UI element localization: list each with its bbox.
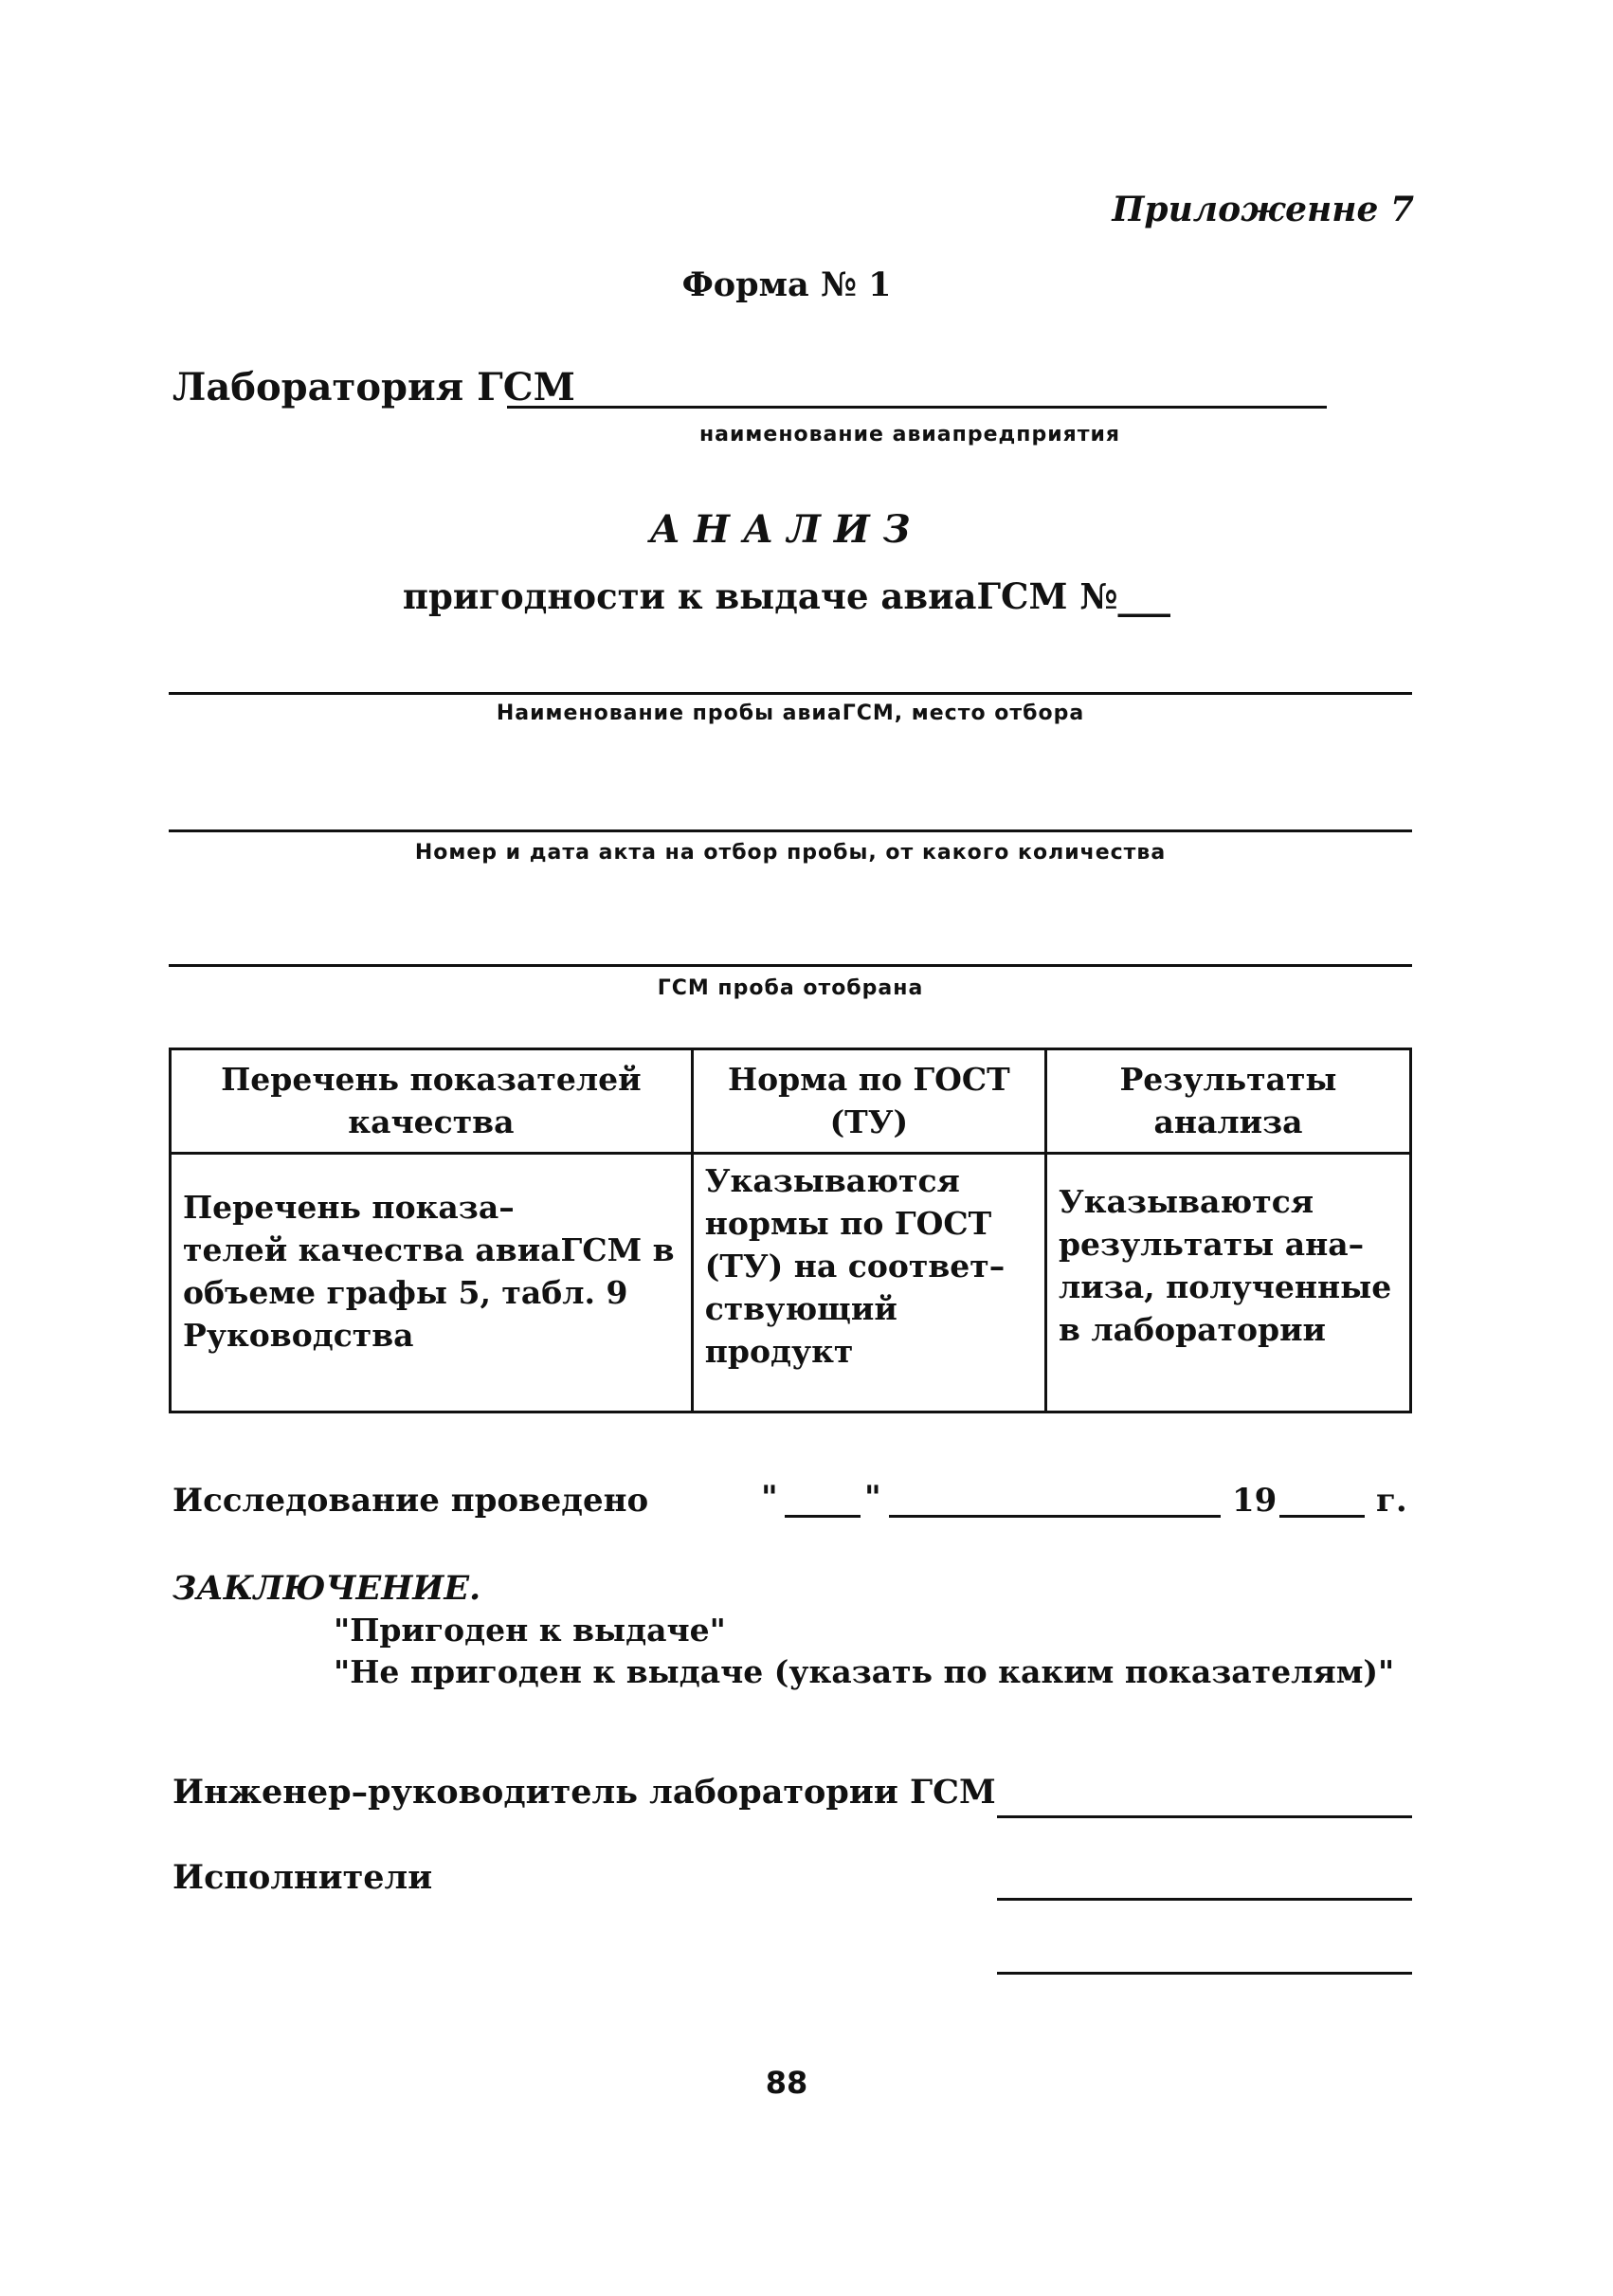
act-number-line[interactable]: [169, 829, 1412, 832]
doc-subtitle: пригодности к выдаче авиаГСМ №___: [402, 575, 1171, 617]
sample-name-line[interactable]: [169, 692, 1412, 695]
header-indicators-text: Перечень показателей качества: [221, 1060, 642, 1140]
lab-caption: наименование авиапредприятия: [698, 423, 1121, 446]
engineer-label: Инженер–руководитель лаборатории ГСМ: [172, 1773, 996, 1812]
cell-results: [1045, 1154, 1410, 1412]
doc-title: АНАЛИЗ: [649, 507, 924, 552]
day-line[interactable]: [785, 1515, 861, 1518]
year-line[interactable]: [1279, 1515, 1365, 1518]
page-number: 88: [765, 2065, 808, 2101]
month-line[interactable]: [889, 1515, 1221, 1518]
cell-indicators-text: Перечень показа– телей качества авиаГСМ в объеме графы 5, табл. 9 Руководства: [183, 1189, 675, 1354]
cell-norm-text: Указываются нормы по ГОСТ (ТУ) на соответ– ствующий продукт: [704, 1162, 1006, 1370]
engineer-signature-line[interactable]: [997, 1815, 1412, 1818]
sample-taken-caption: ГСМ проба отобрана: [657, 976, 924, 1000]
cell-norm: [692, 1154, 1045, 1412]
conclusion-option-suitable: "Пригоден к выдаче": [334, 1612, 726, 1649]
lab-label: Лаборатория ГСМ: [172, 365, 575, 410]
quote-close: ": [864, 1479, 881, 1517]
executors-label: Исполнители: [172, 1858, 433, 1897]
header-indicators: [171, 1049, 693, 1154]
research-label: Исследование проведено: [172, 1482, 649, 1520]
year-suffix: г.: [1376, 1482, 1407, 1520]
quote-open: ": [761, 1479, 778, 1517]
conclusion-option-unsuitable: "Не пригоден к выдаче (указать по каким показателям)": [334, 1653, 1395, 1690]
lab-name-line[interactable]: [507, 406, 1327, 409]
quality-table: [169, 1048, 1412, 1413]
sample-taken-line[interactable]: [169, 964, 1412, 967]
executor-signature-line-2[interactable]: [997, 1972, 1412, 1975]
table-row: [171, 1154, 1411, 1412]
header-results-text: Результаты анализа: [1119, 1060, 1337, 1140]
year-prefix: 19: [1232, 1482, 1278, 1520]
appendix-label: Приложенне 7: [1112, 190, 1414, 229]
conclusion-title: ЗАКЛЮЧЕНИЕ.: [172, 1569, 481, 1608]
header-norm: [692, 1049, 1045, 1154]
header-results: [1045, 1049, 1410, 1154]
executor-signature-line-1[interactable]: [997, 1898, 1412, 1901]
cell-results-text: Указываются результаты ана– лиза, полученные в лаборатории: [1058, 1183, 1392, 1348]
cell-indicators: [171, 1154, 693, 1412]
form-number: Форма № 1: [681, 265, 892, 304]
sample-name-caption: Наименование пробы авиаГСМ, место отбора: [496, 702, 1085, 725]
header-norm-text: Норма по ГОСТ (ТУ): [727, 1060, 1010, 1140]
act-number-caption: Номер и дата акта на отбор пробы, от какого количества: [414, 841, 1167, 865]
table-header-row: [171, 1049, 1411, 1154]
